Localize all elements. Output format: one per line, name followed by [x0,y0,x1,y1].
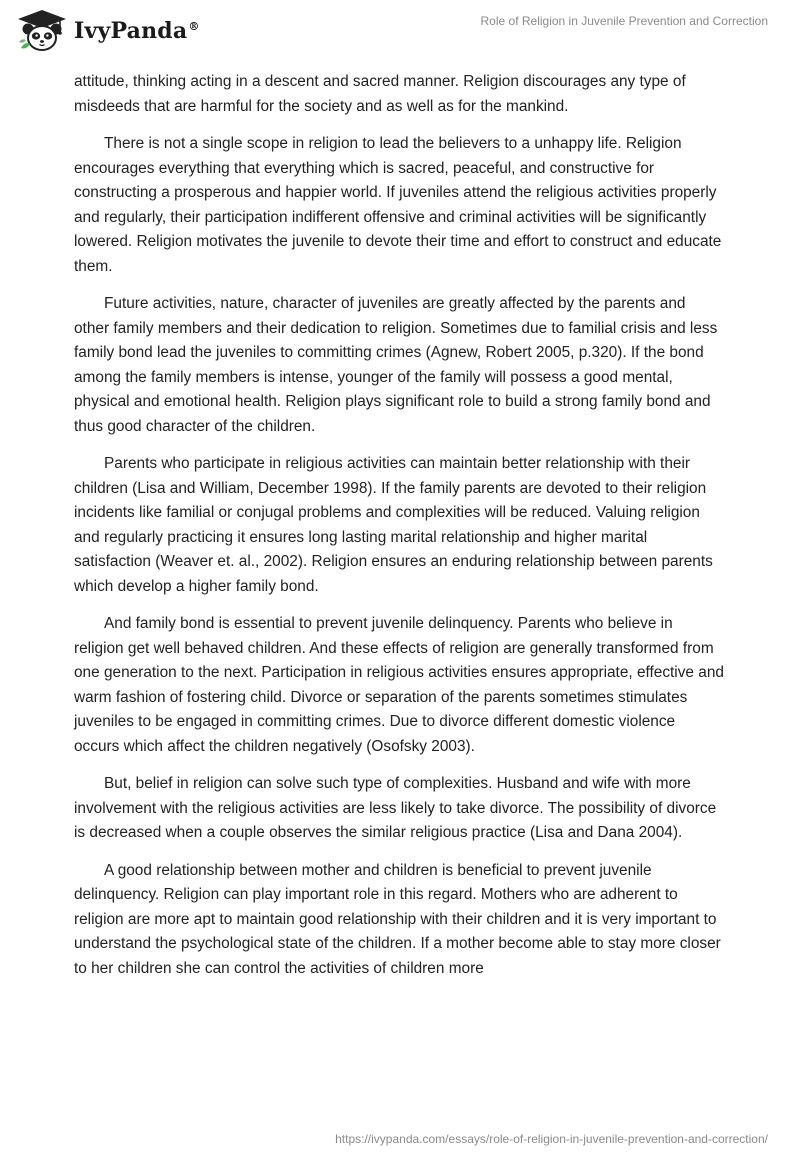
paragraph: And family bond is essential to prevent juvenile delinquency. Parents who believe in religion get well behaved children. And these effects of religion are generally transformed from one generation to the next. Participation in religious activities ensures appropriate, effective and warm fashion of fostering child. Divorce or separation of the parents sometimes stimulates juveniles to be engaged in committing crimes. Due to divorce different domestic violence occurs which affect the children negatively (Osofsky 2003). [74,615,724,755]
paragraph: Parents who participate in religious activities can maintain better relationship with their children (Lisa and William, December 1998). If the family parents are devoted to their religion incidents like familial or conjugal problems and complexities will be reduced. Valuing religion and regularly practicing it ensures long lasting marital relationship and higher marital satisfaction (Weaver et. al., 2002). Religion ensures an enduring relationship between parents which develop a higher family bond. [74,455,713,595]
essay-body [74,70,724,994]
document-title: Role of Religion in Juvenile Prevention and Correction [480,14,768,28]
paragraph: attitude, thinking acting in a descent and sacred manner. Religion discourages any type of misdeeds that are harmful for the society and as well as for the mankind. [74,73,686,115]
paragraph: Future activities, nature, character of juveniles are greatly affected by the parents and other family members and their dedication to religion. Sometimes due to familial crisis and less family bond lead the juveniles to committing crimes (Agnew, Robert 2005, p.320). If the bond among the family members is intense, younger of the family will possess a good mental, physical and emotional health. Religion plays significant role to build a strong family bond and thus good character of the children. [74,295,718,435]
paragraph: There is not a single scope in religion to lead the believers to a unhappy life. Religion encourages everything that everything which is sacred, peaceful, and constructive for constructing a prosperous and happier world. If juveniles attend the religious activities properly and regularly, their participation indifferent offensive and criminal activities will be significantly lowered. Religion motivates the juvenile to devote their time and effort to construct and educate them. [74,135,722,275]
paragraph: A good relationship between mother and children is beneficial to prevent juvenile delinquency. Religion can play important role in this regard. Mothers who are adherent to religion are more apt to maintain good relationship with their children and it is very important to understand the psychological state of the children. If a mother become able to stay more closer to her children she can control the activities of children more [74,861,721,977]
ivypanda-logo[interactable] [16,8,200,54]
paragraph: But, belief in religion can solve such type of complexities. Husband and wife with more involvement with the religious activities are less likely to take divorce. The possibility of divorce is decreased when a couple observes the similar religious practice (Lisa and Dana 2004). [74,775,717,841]
source-url[interactable]: https://ivypanda.com/essays/role-of-religion-in-juvenile-prevention-and-correction/ [335,1132,768,1146]
panda-graduate-icon [16,8,68,54]
page-header [0,0,800,62]
logo-text: IvyPanda® [74,18,200,44]
